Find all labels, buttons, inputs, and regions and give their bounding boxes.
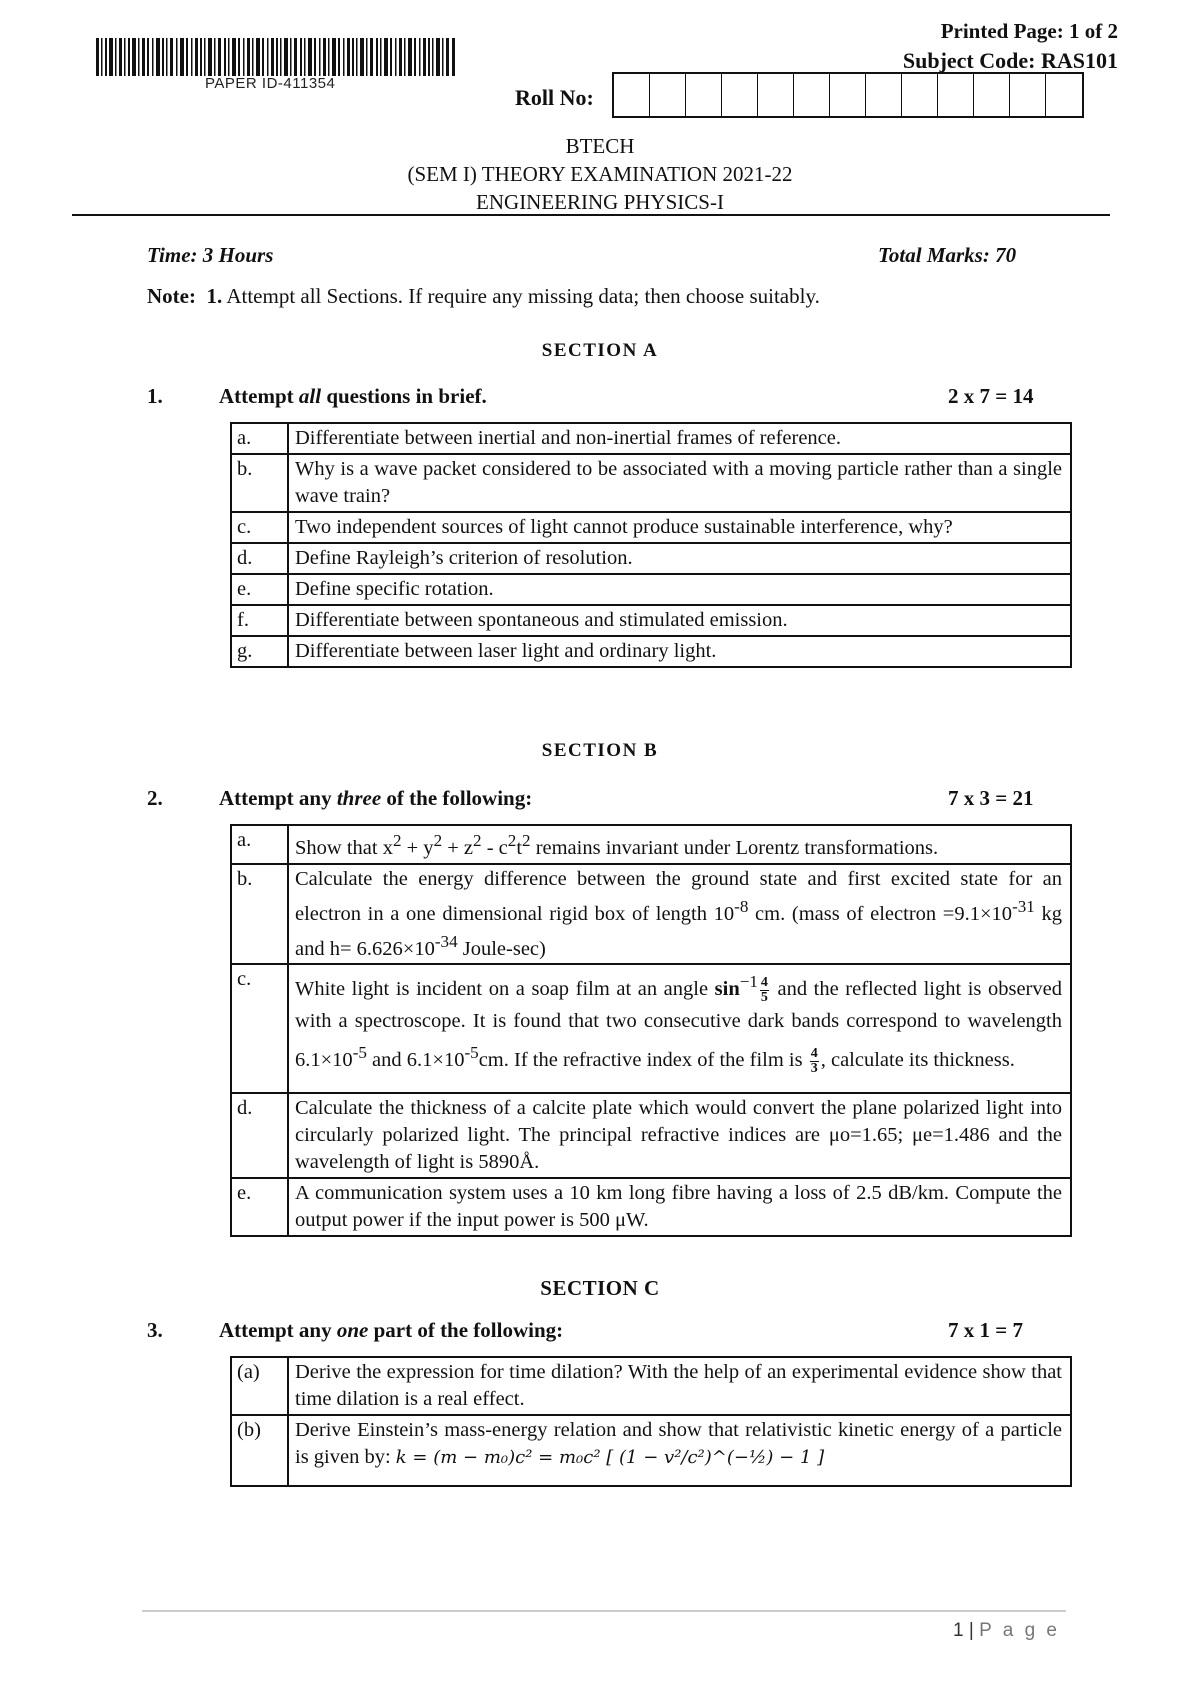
item-text: Differentiate between spontaneous and stimulated emission. [288, 605, 1071, 636]
roll-box[interactable] [614, 74, 650, 116]
exam-title [0, 132, 1200, 216]
question-instruction [219, 786, 532, 811]
roll-box[interactable] [686, 74, 722, 116]
item-text: Differentiate between inertial and non-inertial frames of reference. [288, 423, 1071, 454]
item-text: Two independent sources of light cannot produce sustainable interference, why? [288, 512, 1071, 543]
item-text: White light is incident on a soap film at an angle $\sin^{-1}$ $\frac{4}{5}$ and the reflected light is observed with a spectroscope. It is found that two consecutive dark bands correspond to wavelength $6.1\times 10^{-5}$ and $6.1\times 10^{-5}cm$. If the refractive index of the film is $\frac{4}{3}$ , calculate its thickness. [288, 964, 1071, 1093]
total-marks: Total Marks: 70 [878, 243, 1017, 267]
page-separator: | [963, 1620, 980, 1641]
item-label: g. [231, 636, 288, 667]
item-label: d. [231, 1093, 288, 1178]
item-label: e. [231, 574, 288, 605]
instruction-part: Attempt [219, 384, 299, 408]
roll-box[interactable] [866, 74, 902, 116]
paper-id: PAPER ID-411354 [205, 75, 336, 92]
table-row [231, 512, 1071, 543]
table-row [231, 1357, 1071, 1415]
roll-box[interactable] [1010, 74, 1046, 116]
table-row [231, 964, 1071, 1093]
table-row [231, 1178, 1071, 1236]
title-line: BTECH [565, 134, 635, 158]
question-instruction [219, 384, 487, 409]
footer-divider [142, 1610, 1066, 1612]
roll-box[interactable] [938, 74, 974, 116]
question-number: 2. [147, 786, 163, 810]
roll-box[interactable] [974, 74, 1010, 116]
instruction-emphasis: all [298, 384, 322, 408]
kinetic-energy-formula: k = (m − m₀)c² = m₀c² [ (1 − v²/c²)^(−½) − 1 ] [395, 1447, 825, 1468]
roll-box[interactable] [902, 74, 938, 116]
barcode [96, 38, 456, 76]
section-c-table [230, 1356, 1072, 1487]
question-marks: 2 x 7 = 14 [948, 384, 1034, 408]
question-marks: 7 x 1 = 7 [948, 1318, 1023, 1342]
item-label: c. [231, 964, 288, 1093]
item-label: f. [231, 605, 288, 636]
table-row [231, 454, 1071, 512]
instruction-part: part of the following: [368, 1318, 564, 1342]
item-label: b. [231, 454, 288, 512]
instruction-part: Attempt any [219, 1318, 337, 1342]
instruction-part: of the following: [381, 786, 533, 810]
table-row [231, 574, 1071, 605]
page-footer [953, 1620, 1060, 1642]
section-b-heading: SECTION B [541, 740, 659, 761]
note [147, 284, 820, 309]
note-text: Attempt all Sections. If require any missing data; then choose suitably. [226, 284, 820, 308]
instruction-emphasis: three [336, 786, 382, 810]
page-word: P a g e [979, 1620, 1060, 1641]
fraction: $\frac{4}{5}$ [760, 975, 768, 1006]
table-row [231, 864, 1071, 965]
subject-code: Subject Code: RAS101 [902, 48, 1118, 73]
table-row [231, 605, 1071, 636]
roll-box[interactable] [758, 74, 794, 116]
section-b-table [230, 824, 1072, 1237]
section-a-heading: SECTION A [541, 340, 659, 361]
note-number: 1. [206, 284, 223, 308]
instruction-part: questions in brief. [321, 384, 487, 408]
instruction-part: Attempt any [219, 786, 337, 810]
item-text: Calculate the energy difference between the ground state and first excited state for an electron in a one dimensional rigid box of length $10^{-8}$ cm. (mass of electron $=9.1\times 10^{-31}$ kg and $h= 6.626\times 10^{-34}$ Joule-sec) [288, 864, 1071, 965]
item-label: e. [231, 1178, 288, 1236]
table-row [231, 1093, 1071, 1178]
item-text: Derive Einstein’s mass-energy relation and show that relativistic kinetic energy of a particle is given by: k = (m − m₀)c² = m₀c² [ (1 − v²/c²)^(−½) − 1 ] [288, 1415, 1071, 1486]
item-text: Why is a wave packet considered to be associated with a moving particle rather than a single wave train? [288, 454, 1071, 512]
time-allowed: Time: 3 Hours [147, 243, 274, 267]
header-info [903, 16, 1118, 76]
item-label: d. [231, 543, 288, 574]
instruction-emphasis: one [336, 1318, 369, 1342]
roll-box[interactable] [650, 74, 686, 116]
note-label: Note: [147, 284, 196, 308]
section-c-heading: SECTION C [540, 1276, 660, 1300]
section-a-table [230, 422, 1072, 668]
roll-box[interactable] [830, 74, 866, 116]
item-label: c. [231, 512, 288, 543]
fraction: $\frac{4}{3}$ [810, 1045, 818, 1076]
table-row [231, 1415, 1071, 1486]
item-text: Define specific rotation. [288, 574, 1071, 605]
item-label: a. [231, 423, 288, 454]
page-number: 1 [953, 1620, 964, 1641]
header-divider [72, 214, 1110, 216]
item-text: Define Rayleigh’s criterion of resolution. [288, 543, 1071, 574]
table-row [231, 636, 1071, 667]
title-line: ENGINEERING PHYSICS-I [476, 190, 724, 214]
table-row [231, 825, 1071, 864]
item-label: b. [231, 864, 288, 965]
table-row [231, 423, 1071, 454]
table-row [231, 543, 1071, 574]
item-text: Show that $x^2 + y^2 + z^2 - c^2t^2$ remains invariant under Lorentz transformations. [288, 825, 1071, 864]
item-text: A communication system uses a 10 km long fibre having a loss of 2.5 dB/km. Compute the output power if the input power is 500 μW. [288, 1178, 1071, 1236]
item-label: (b) [231, 1415, 288, 1486]
item-text: Derive the expression for time dilation? With the help of an experimental evidence show that time dilation is a real effect. [288, 1357, 1071, 1415]
printed-page: Printed Page: 1 of 2 [940, 19, 1118, 43]
roll-number-boxes[interactable] [612, 72, 1084, 118]
item-label: a. [231, 825, 288, 864]
roll-label: Roll No: [515, 85, 594, 110]
question-instruction [219, 1318, 563, 1343]
item-text: Calculate the thickness of a calcite plate which would convert the plane polarized light into circularly polarized light. The principal refractive indices are μo=1.65; μe=1.486 and the wavelength of light is 5890Å. [288, 1093, 1071, 1178]
item-label: (a) [231, 1357, 288, 1415]
question-number: 1. [147, 384, 163, 408]
item-text: Differentiate between laser light and ordinary light. [288, 636, 1071, 667]
question-marks: 7 x 3 = 21 [948, 786, 1034, 810]
question-number: 3. [147, 1318, 163, 1342]
roll-box[interactable] [722, 74, 758, 116]
roll-box[interactable] [794, 74, 830, 116]
roll-box[interactable] [1046, 74, 1082, 116]
title-line: (SEM I) THEORY EXAMINATION 2021-22 [407, 162, 793, 186]
